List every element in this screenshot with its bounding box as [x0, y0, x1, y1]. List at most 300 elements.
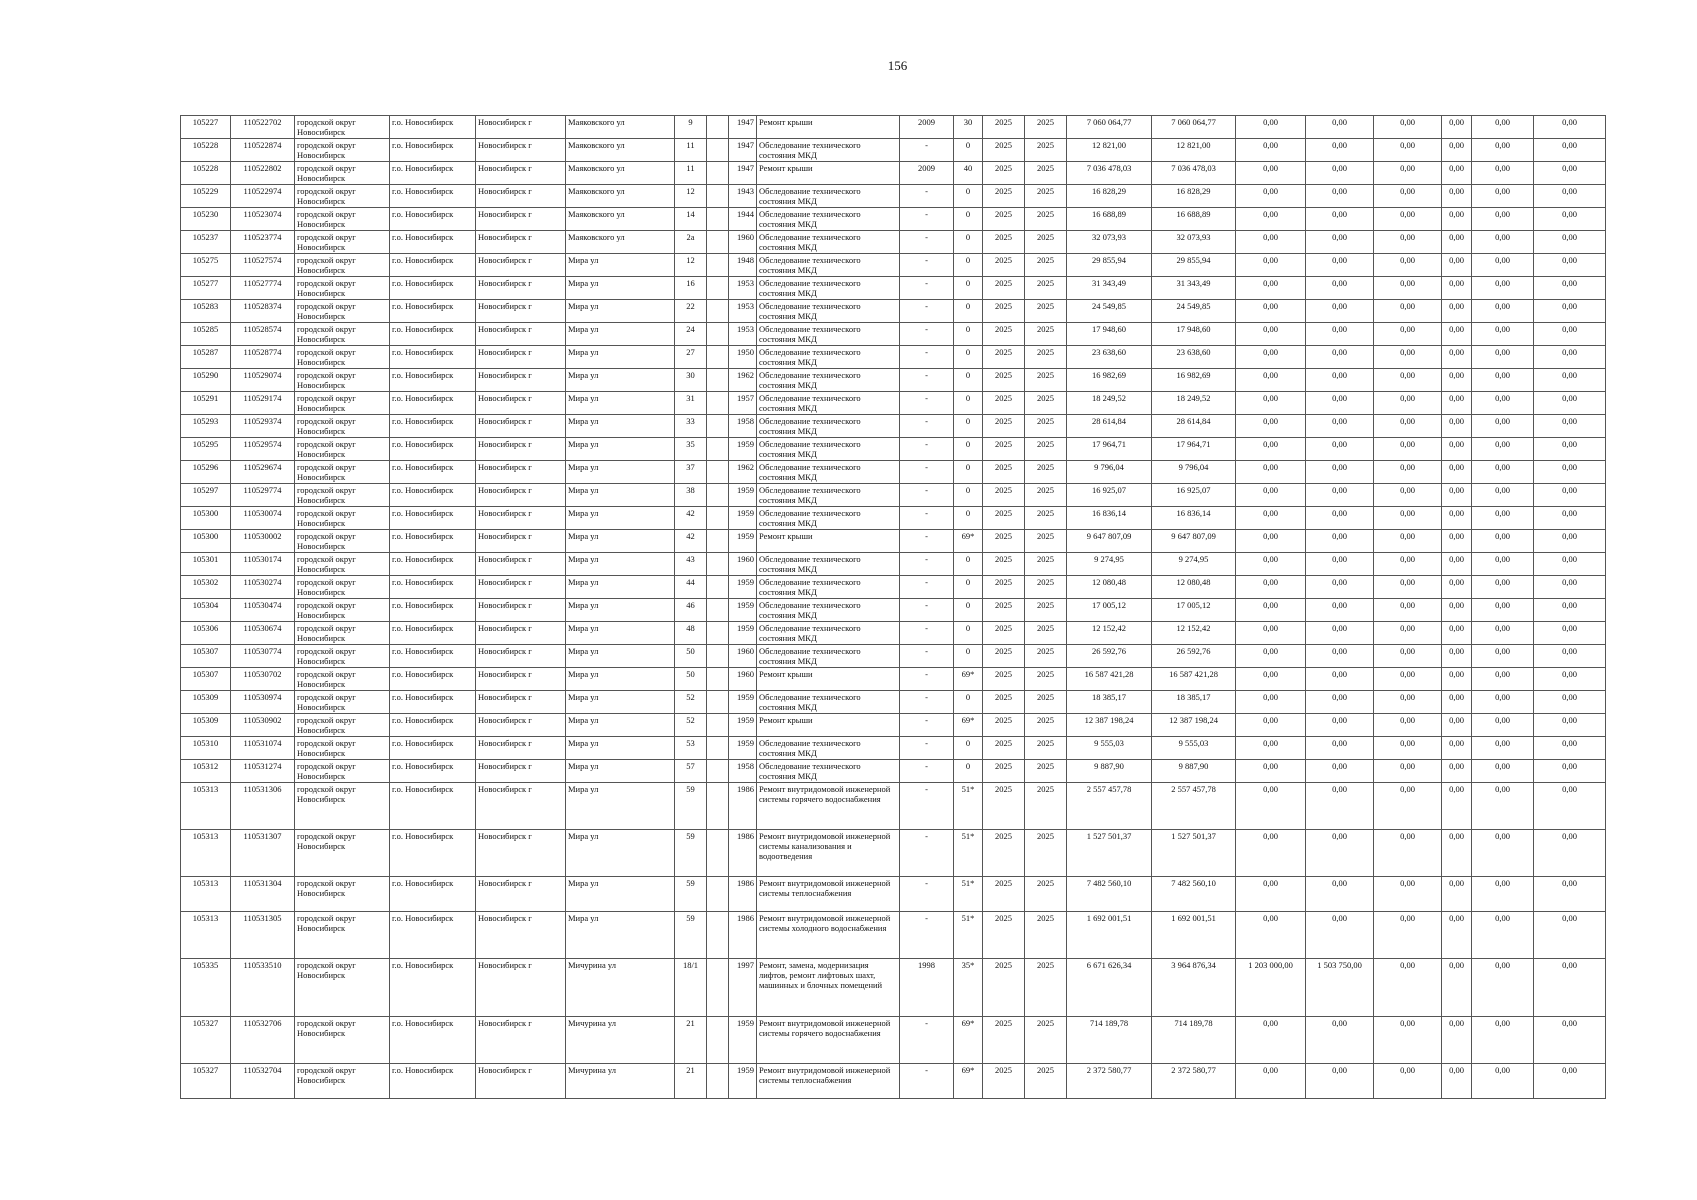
cell-municipality: городской округ Новосибирск [295, 231, 390, 254]
cell-build-year: 1986 [729, 783, 757, 830]
cell-budget-cost-b: 0,00 [1306, 1064, 1374, 1099]
cell-budget-cost-d: 0,00 [1442, 162, 1472, 185]
cell-last-repair-year: - [900, 277, 954, 300]
cell-budget-cost-b: 0,00 [1306, 438, 1374, 461]
cell-budget-cost-a: 0,00 [1236, 645, 1306, 668]
cell-building [707, 139, 729, 162]
cell-budget-cost-d: 0,00 [1442, 484, 1472, 507]
cell-street: Мира ул [566, 912, 675, 959]
cell-last-repair-year: - [900, 737, 954, 760]
cell-total-cost: 17 005,12 [1067, 599, 1152, 622]
cell-municipality: городской округ Новосибирск [295, 162, 390, 185]
table-row [181, 1064, 1606, 1099]
cell-work-code: 110522974 [231, 185, 295, 208]
cell-municipal-district: г.о. Новосибирск [390, 346, 476, 369]
cell-plan-start: 2025 [983, 369, 1025, 392]
cell-budget-cost-a: 0,00 [1236, 1017, 1306, 1064]
cell-municipal-district: г.о. Новосибирск [390, 392, 476, 415]
cell-work-type: Ремонт крыши [757, 162, 900, 185]
cell-municipal-district: г.о. Новосибирск [390, 507, 476, 530]
cell-municipality: городской округ Новосибирск [295, 691, 390, 714]
cell-plan-start: 2025 [983, 576, 1025, 599]
cell-municipality: городской округ Новосибирск [295, 714, 390, 737]
cell-settlement: Новосибирск г [476, 300, 566, 323]
cell-wear: 0 [954, 185, 983, 208]
cell-wear: 0 [954, 760, 983, 783]
cell-budget-cost-c: 0,00 [1374, 300, 1442, 323]
cell-fund-cost: 26 592,76 [1152, 645, 1236, 668]
cell-settlement: Новосибирск г [476, 576, 566, 599]
cell-budget-cost-d: 0,00 [1442, 415, 1472, 438]
cell-municipal-district: г.о. Новосибирск [390, 162, 476, 185]
cell-other-cost-b: 0,00 [1534, 877, 1606, 912]
cell-building [707, 691, 729, 714]
cell-plan-start: 2025 [983, 530, 1025, 553]
cell-wear: 0 [954, 599, 983, 622]
cell-plan-end: 2025 [1025, 691, 1067, 714]
table-row [181, 714, 1606, 737]
cell-total-cost: 16 925,07 [1067, 484, 1152, 507]
cell-fund-cost: 17 948,60 [1152, 323, 1236, 346]
cell-budget-cost-b: 0,00 [1306, 415, 1374, 438]
cell-budget-cost-d: 0,00 [1442, 553, 1472, 576]
cell-budget-cost-a: 0,00 [1236, 691, 1306, 714]
cell-last-repair-year: - [900, 507, 954, 530]
cell-plan-end: 2025 [1025, 116, 1067, 139]
cell-municipality: городской округ Новосибирск [295, 461, 390, 484]
cell-build-year: 1947 [729, 116, 757, 139]
cell-plan-end: 2025 [1025, 346, 1067, 369]
cell-total-cost: 16 828,29 [1067, 185, 1152, 208]
cell-budget-cost-d: 0,00 [1442, 1017, 1472, 1064]
cell-budget-cost-c: 0,00 [1374, 599, 1442, 622]
cell-municipality: городской округ Новосибирск [295, 116, 390, 139]
cell-work-type: Обследование технического состояния МКД [757, 599, 900, 622]
cell-build-year: 1948 [729, 254, 757, 277]
table-row [181, 783, 1606, 830]
cell-last-repair-year: - [900, 599, 954, 622]
cell-total-cost: 7 482 560,10 [1067, 877, 1152, 912]
cell-plan-end: 2025 [1025, 254, 1067, 277]
cell-budget-cost-a: 0,00 [1236, 507, 1306, 530]
cell-fund-cost: 17 964,71 [1152, 438, 1236, 461]
cell-budget-cost-d: 0,00 [1442, 959, 1472, 1017]
cell-house-number: 11 [675, 162, 707, 185]
cell-record-id: 105237 [181, 231, 231, 254]
cell-budget-cost-c: 0,00 [1374, 1064, 1442, 1099]
cell-municipality: городской округ Новосибирск [295, 760, 390, 783]
cell-work-type: Обследование технического состояния МКД [757, 622, 900, 645]
cell-work-type: Ремонт крыши [757, 668, 900, 691]
cell-settlement: Новосибирск г [476, 877, 566, 912]
cell-other-cost-a: 0,00 [1472, 507, 1534, 530]
cell-municipality: городской округ Новосибирск [295, 622, 390, 645]
cell-fund-cost: 29 855,94 [1152, 254, 1236, 277]
cell-other-cost-b: 0,00 [1534, 1017, 1606, 1064]
cell-plan-end: 2025 [1025, 830, 1067, 877]
cell-budget-cost-a: 0,00 [1236, 369, 1306, 392]
cell-last-repair-year: - [900, 254, 954, 277]
cell-record-id: 105297 [181, 484, 231, 507]
cell-settlement: Новосибирск г [476, 231, 566, 254]
cell-settlement: Новосибирск г [476, 530, 566, 553]
cell-budget-cost-b: 0,00 [1306, 162, 1374, 185]
cell-wear: 0 [954, 507, 983, 530]
cell-house-number: 48 [675, 622, 707, 645]
cell-budget-cost-c: 0,00 [1374, 553, 1442, 576]
cell-budget-cost-c: 0,00 [1374, 668, 1442, 691]
table-row [181, 323, 1606, 346]
cell-plan-start: 2025 [983, 254, 1025, 277]
cell-work-code: 110522802 [231, 162, 295, 185]
cell-other-cost-a: 0,00 [1472, 783, 1534, 830]
cell-plan-start: 2025 [983, 323, 1025, 346]
cell-total-cost: 32 073,93 [1067, 231, 1152, 254]
cell-house-number: 42 [675, 507, 707, 530]
cell-other-cost-a: 0,00 [1472, 254, 1534, 277]
cell-municipal-district: г.о. Новосибирск [390, 553, 476, 576]
cell-budget-cost-c: 0,00 [1374, 208, 1442, 231]
cell-work-type: Ремонт крыши [757, 530, 900, 553]
cell-street: Мира ул [566, 484, 675, 507]
cell-fund-cost: 2 557 457,78 [1152, 783, 1236, 830]
cell-house-number: 46 [675, 599, 707, 622]
cell-build-year: 1957 [729, 392, 757, 415]
cell-plan-end: 2025 [1025, 959, 1067, 1017]
cell-street: Мира ул [566, 691, 675, 714]
cell-street: Мира ул [566, 415, 675, 438]
cell-building [707, 1064, 729, 1099]
cell-record-id: 105275 [181, 254, 231, 277]
cell-house-number: 14 [675, 208, 707, 231]
cell-plan-start: 2025 [983, 392, 1025, 415]
cell-build-year: 1962 [729, 461, 757, 484]
cell-work-type: Ремонт крыши [757, 116, 900, 139]
cell-municipal-district: г.о. Новосибирск [390, 277, 476, 300]
cell-municipality: городской округ Новосибирск [295, 277, 390, 300]
cell-total-cost: 26 592,76 [1067, 645, 1152, 668]
cell-settlement: Новосибирск г [476, 116, 566, 139]
cell-municipal-district: г.о. Новосибирск [390, 830, 476, 877]
cell-street: Мира ул [566, 668, 675, 691]
cell-plan-start: 2025 [983, 668, 1025, 691]
cell-budget-cost-d: 0,00 [1442, 438, 1472, 461]
cell-municipal-district: г.о. Новосибирск [390, 185, 476, 208]
cell-work-code: 110533510 [231, 959, 295, 1017]
cell-fund-cost: 1 692 001,51 [1152, 912, 1236, 959]
cell-house-number: 37 [675, 461, 707, 484]
cell-other-cost-b: 0,00 [1534, 116, 1606, 139]
table-row [181, 1017, 1606, 1064]
cell-work-code: 110528774 [231, 346, 295, 369]
cell-settlement: Новосибирск г [476, 277, 566, 300]
table-row [181, 162, 1606, 185]
cell-house-number: 24 [675, 323, 707, 346]
cell-house-number: 30 [675, 369, 707, 392]
cell-house-number: 22 [675, 300, 707, 323]
cell-budget-cost-a: 0,00 [1236, 912, 1306, 959]
cell-municipality: городской округ Новосибирск [295, 576, 390, 599]
cell-last-repair-year: - [900, 553, 954, 576]
cell-fund-cost: 16 982,69 [1152, 369, 1236, 392]
cell-building [707, 553, 729, 576]
cell-other-cost-b: 0,00 [1534, 484, 1606, 507]
cell-work-code: 110527574 [231, 254, 295, 277]
cell-last-repair-year: - [900, 461, 954, 484]
cell-total-cost: 9 887,90 [1067, 760, 1152, 783]
cell-settlement: Новосибирск г [476, 392, 566, 415]
cell-budget-cost-b: 0,00 [1306, 760, 1374, 783]
cell-municipality: городской округ Новосибирск [295, 737, 390, 760]
cell-municipality: городской округ Новосибирск [295, 139, 390, 162]
cell-house-number: 52 [675, 691, 707, 714]
cell-other-cost-b: 0,00 [1534, 415, 1606, 438]
cell-plan-end: 2025 [1025, 162, 1067, 185]
cell-house-number: 38 [675, 484, 707, 507]
cell-plan-end: 2025 [1025, 737, 1067, 760]
cell-other-cost-b: 0,00 [1534, 530, 1606, 553]
cell-street: Маяковского ул [566, 185, 675, 208]
cell-plan-end: 2025 [1025, 530, 1067, 553]
cell-budget-cost-c: 0,00 [1374, 760, 1442, 783]
cell-plan-end: 2025 [1025, 438, 1067, 461]
cell-budget-cost-d: 0,00 [1442, 622, 1472, 645]
cell-other-cost-a: 0,00 [1472, 231, 1534, 254]
cell-total-cost: 714 189,78 [1067, 1017, 1152, 1064]
cell-other-cost-b: 0,00 [1534, 691, 1606, 714]
table-row [181, 484, 1606, 507]
cell-wear: 0 [954, 254, 983, 277]
cell-other-cost-a: 0,00 [1472, 346, 1534, 369]
cell-wear: 51* [954, 877, 983, 912]
page-number: 156 [887, 58, 908, 73]
cell-street: Мира ул [566, 830, 675, 877]
cell-budget-cost-a: 0,00 [1236, 300, 1306, 323]
cell-budget-cost-c: 0,00 [1374, 959, 1442, 1017]
cell-work-type: Ремонт внутридомовой инженерной системы горячего водоснабжения [757, 783, 900, 830]
cell-build-year: 1959 [729, 737, 757, 760]
cell-fund-cost: 12 080,48 [1152, 576, 1236, 599]
cell-record-id: 105296 [181, 461, 231, 484]
cell-work-code: 110523074 [231, 208, 295, 231]
cell-building [707, 576, 729, 599]
cell-budget-cost-c: 0,00 [1374, 783, 1442, 830]
cell-budget-cost-a: 0,00 [1236, 553, 1306, 576]
cell-work-type: Обследование технического состояния МКД [757, 438, 900, 461]
cell-plan-start: 2025 [983, 877, 1025, 912]
cell-wear: 0 [954, 369, 983, 392]
cell-record-id: 105307 [181, 668, 231, 691]
cell-budget-cost-c: 0,00 [1374, 484, 1442, 507]
cell-budget-cost-b: 0,00 [1306, 668, 1374, 691]
cell-other-cost-b: 0,00 [1534, 277, 1606, 300]
cell-budget-cost-d: 0,00 [1442, 507, 1472, 530]
cell-record-id: 105287 [181, 346, 231, 369]
cell-work-type: Обследование технического состояния МКД [757, 185, 900, 208]
cell-work-code: 110530774 [231, 645, 295, 668]
cell-build-year: 1959 [729, 484, 757, 507]
cell-last-repair-year: 2009 [900, 162, 954, 185]
cell-municipal-district: г.о. Новосибирск [390, 484, 476, 507]
cell-work-type: Обследование технического состояния МКД [757, 507, 900, 530]
cell-wear: 0 [954, 484, 983, 507]
cell-wear: 0 [954, 553, 983, 576]
cell-budget-cost-a: 0,00 [1236, 530, 1306, 553]
cell-last-repair-year: - [900, 323, 954, 346]
cell-house-number: 9 [675, 116, 707, 139]
cell-fund-cost: 7 036 478,03 [1152, 162, 1236, 185]
cell-record-id: 105327 [181, 1064, 231, 1099]
table-row [181, 369, 1606, 392]
cell-building [707, 760, 729, 783]
cell-other-cost-b: 0,00 [1534, 714, 1606, 737]
cell-work-type: Обследование технического состояния МКД [757, 208, 900, 231]
cell-wear: 51* [954, 830, 983, 877]
cell-last-repair-year: - [900, 346, 954, 369]
cell-build-year: 1953 [729, 277, 757, 300]
cell-budget-cost-c: 0,00 [1374, 645, 1442, 668]
cell-other-cost-a: 0,00 [1472, 622, 1534, 645]
cell-plan-start: 2025 [983, 484, 1025, 507]
cell-municipal-district: г.о. Новосибирск [390, 737, 476, 760]
cell-budget-cost-d: 0,00 [1442, 714, 1472, 737]
cell-street: Мира ул [566, 369, 675, 392]
cell-total-cost: 16 587 421,28 [1067, 668, 1152, 691]
cell-wear: 0 [954, 323, 983, 346]
cell-last-repair-year: - [900, 185, 954, 208]
cell-municipal-district: г.о. Новосибирск [390, 254, 476, 277]
cell-plan-end: 2025 [1025, 484, 1067, 507]
cell-budget-cost-c: 0,00 [1374, 691, 1442, 714]
cell-plan-start: 2025 [983, 599, 1025, 622]
cell-total-cost: 16 836,14 [1067, 507, 1152, 530]
cell-house-number: 11 [675, 139, 707, 162]
cell-work-code: 110531305 [231, 912, 295, 959]
cell-budget-cost-b: 0,00 [1306, 116, 1374, 139]
cell-record-id: 105229 [181, 185, 231, 208]
cell-municipal-district: г.о. Новосибирск [390, 645, 476, 668]
cell-total-cost: 9 647 807,09 [1067, 530, 1152, 553]
cell-budget-cost-b: 0,00 [1306, 912, 1374, 959]
cell-municipality: городской округ Новосибирск [295, 208, 390, 231]
cell-build-year: 1943 [729, 185, 757, 208]
cell-budget-cost-d: 0,00 [1442, 737, 1472, 760]
cell-municipality: городской округ Новосибирск [295, 530, 390, 553]
cell-plan-start: 2025 [983, 415, 1025, 438]
cell-last-repair-year: - [900, 691, 954, 714]
cell-building [707, 277, 729, 300]
cell-last-repair-year: 2009 [900, 116, 954, 139]
cell-plan-end: 2025 [1025, 1017, 1067, 1064]
cell-fund-cost: 28 614,84 [1152, 415, 1236, 438]
cell-budget-cost-b: 0,00 [1306, 346, 1374, 369]
cell-fund-cost: 18 249,52 [1152, 392, 1236, 415]
cell-other-cost-a: 0,00 [1472, 912, 1534, 959]
cell-other-cost-b: 0,00 [1534, 185, 1606, 208]
cell-budget-cost-d: 0,00 [1442, 346, 1472, 369]
cell-budget-cost-c: 0,00 [1374, 254, 1442, 277]
cell-street: Мичурина ул [566, 1017, 675, 1064]
cell-other-cost-b: 0,00 [1534, 912, 1606, 959]
cell-budget-cost-b: 0,00 [1306, 300, 1374, 323]
cell-fund-cost: 7 482 560,10 [1152, 877, 1236, 912]
cell-other-cost-b: 0,00 [1534, 622, 1606, 645]
cell-total-cost: 16 982,69 [1067, 369, 1152, 392]
cell-settlement: Новосибирск г [476, 346, 566, 369]
cell-wear: 0 [954, 208, 983, 231]
cell-last-repair-year: - [900, 438, 954, 461]
cell-street: Мира ул [566, 530, 675, 553]
table-row [181, 461, 1606, 484]
cell-other-cost-a: 0,00 [1472, 277, 1534, 300]
cell-budget-cost-c: 0,00 [1374, 830, 1442, 877]
cell-work-type: Обследование технического состояния МКД [757, 484, 900, 507]
cell-budget-cost-a: 0,00 [1236, 668, 1306, 691]
cell-build-year: 1997 [729, 959, 757, 1017]
cell-work-type: Обследование технического состояния МКД [757, 760, 900, 783]
cell-build-year: 1947 [729, 162, 757, 185]
cell-other-cost-a: 0,00 [1472, 116, 1534, 139]
cell-municipality: городской округ Новосибирск [295, 369, 390, 392]
cell-budget-cost-d: 0,00 [1442, 323, 1472, 346]
cell-street: Мичурина ул [566, 959, 675, 1017]
cell-budget-cost-b: 0,00 [1306, 323, 1374, 346]
cell-house-number: 21 [675, 1064, 707, 1099]
cell-total-cost: 1 692 001,51 [1067, 912, 1152, 959]
cell-work-code: 110529574 [231, 438, 295, 461]
cell-other-cost-a: 0,00 [1472, 691, 1534, 714]
cell-other-cost-a: 0,00 [1472, 714, 1534, 737]
cell-work-type: Обследование технического состояния МКД [757, 369, 900, 392]
cell-municipal-district: г.о. Новосибирск [390, 760, 476, 783]
cell-building [707, 959, 729, 1017]
cell-street: Мира ул [566, 392, 675, 415]
cell-budget-cost-c: 0,00 [1374, 576, 1442, 599]
cell-plan-end: 2025 [1025, 461, 1067, 484]
cell-budget-cost-d: 0,00 [1442, 300, 1472, 323]
cell-plan-start: 2025 [983, 507, 1025, 530]
cell-fund-cost: 16 836,14 [1152, 507, 1236, 530]
cell-other-cost-b: 0,00 [1534, 553, 1606, 576]
cell-plan-end: 2025 [1025, 185, 1067, 208]
cell-plan-end: 2025 [1025, 392, 1067, 415]
cell-record-id: 105306 [181, 622, 231, 645]
cell-budget-cost-a: 0,00 [1236, 622, 1306, 645]
cell-budget-cost-b: 0,00 [1306, 691, 1374, 714]
cell-plan-start: 2025 [983, 438, 1025, 461]
cell-build-year: 1959 [729, 530, 757, 553]
cell-municipality: городской округ Новосибирск [295, 783, 390, 830]
cell-build-year: 1959 [729, 438, 757, 461]
cell-budget-cost-b: 0,00 [1306, 369, 1374, 392]
cell-budget-cost-b: 0,00 [1306, 783, 1374, 830]
table-row [181, 830, 1606, 877]
cell-other-cost-a: 0,00 [1472, 760, 1534, 783]
cell-budget-cost-b: 0,00 [1306, 714, 1374, 737]
cell-other-cost-a: 0,00 [1472, 553, 1534, 576]
table-row [181, 877, 1606, 912]
table-row [181, 622, 1606, 645]
cell-municipal-district: г.о. Новосибирск [390, 1017, 476, 1064]
cell-street: Мира ул [566, 622, 675, 645]
cell-total-cost: 24 549,85 [1067, 300, 1152, 323]
cell-plan-end: 2025 [1025, 139, 1067, 162]
cell-other-cost-b: 0,00 [1534, 162, 1606, 185]
cell-municipal-district: г.о. Новосибирск [390, 877, 476, 912]
cell-settlement: Новосибирск г [476, 139, 566, 162]
cell-other-cost-b: 0,00 [1534, 507, 1606, 530]
cell-street: Мира ул [566, 599, 675, 622]
